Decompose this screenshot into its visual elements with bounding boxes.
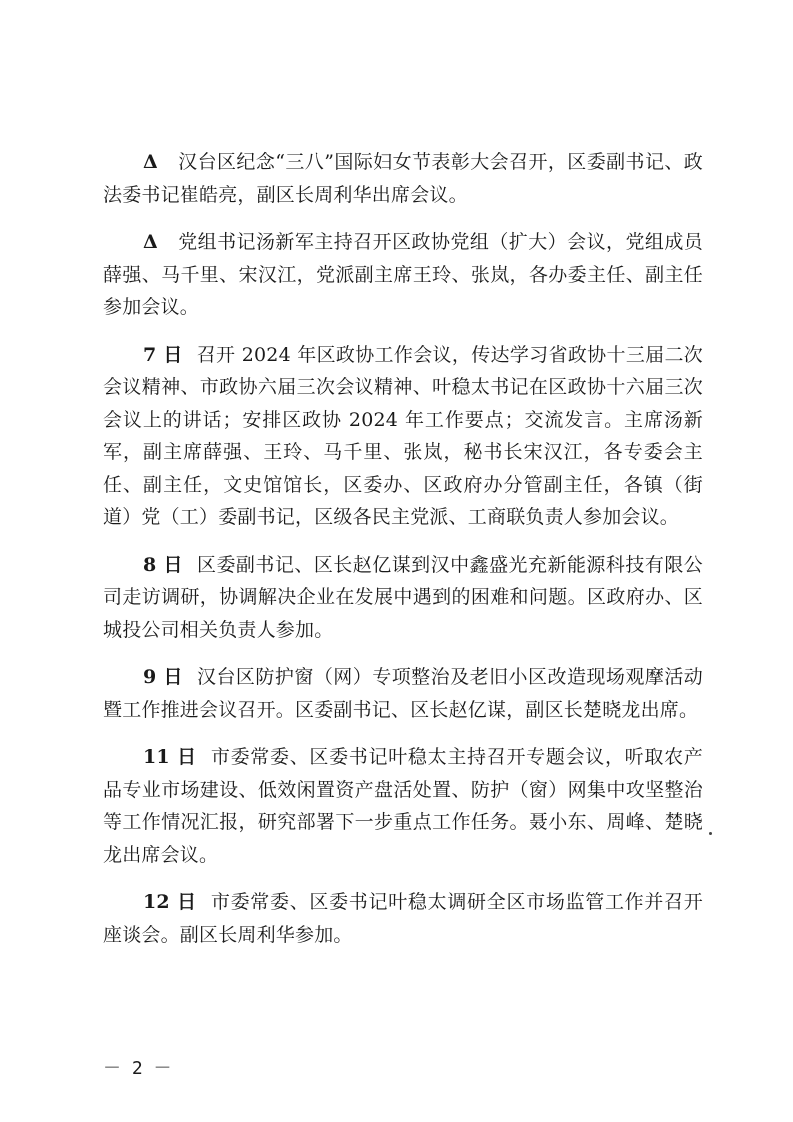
event-date: 12 日 bbox=[143, 891, 197, 913]
event-paragraph bbox=[103, 661, 703, 726]
paragraph-text: 汉台区纪念“三八”国际妇女节表彰大会召开，区委副书记、政法委书记崔皓亮，副区长周利华出席会议。 bbox=[103, 151, 703, 206]
triangle-marker: Δ bbox=[143, 231, 158, 253]
document-body bbox=[103, 146, 703, 966]
event-paragraph bbox=[103, 226, 703, 324]
event-paragraph bbox=[103, 549, 703, 647]
paragraph-text: 区委副书记、区长赵亿谋到汉中鑫盛光充新能源科技有限公司走访调研，协调解决企业在发展中遇到的困难和问题。区政府办、区城投公司相关负责人参加。 bbox=[103, 553, 704, 641]
paragraph-text: 党组书记汤新军主持召开区政协党组（扩大）会议，党组成员薛强、马千里、宋汉江，党派副主席王玲、张岚，各办委主任、副主任参加会议。 bbox=[103, 231, 703, 318]
event-paragraph bbox=[103, 741, 703, 871]
paragraph-text: 汉台区防护窗（网）专项整治及老旧小区改造现场观摩活动暨工作推进会议召开。区委副书记、区长赵亿谋，副区长楚晓龙出席。 bbox=[103, 666, 704, 721]
paragraph-text: 召开 2024 年区政协工作会议，传达学习省政协十三届二次会议精神、市政协六届三次会议精神、叶稳太书记在区政协十六届三次会议上的讲话；安排区政协 2024 年工作要点；交流发言。主席汤新军，副主席薛强、王玲、马千里、张岚，秘书长宋汉江，各专委会主任、副主任，文史馆馆长，区委办、区政府办分管副主任，各镇（街道）党（工）委副书记，区级各民主党派、工商联负责人参加会议。 bbox=[103, 343, 704, 528]
event-date: 11 日 bbox=[143, 746, 197, 768]
event-date: 9 日 bbox=[143, 666, 183, 688]
event-date: 8 日 bbox=[143, 553, 183, 576]
paragraph-text: 市委常委、区委书记叶稳太主持召开专题会议，听取农产品专业市场建设、低效闲置资产盘活处置、防护（窗）网集中攻坚整治等工作情况汇报，研究部署下一步重点工作任务。聂小东、周峰、楚晓龙出席会议。 bbox=[103, 746, 703, 866]
page-number: － 2 － bbox=[103, 1058, 172, 1079]
event-date: 7 日 bbox=[143, 343, 183, 366]
paragraph-text: 市委常委、区委书记叶稳太调研全区市场监管工作并召开座谈会。副区长周利华参加。 bbox=[103, 891, 703, 946]
event-paragraph bbox=[103, 339, 703, 534]
event-paragraph bbox=[103, 886, 703, 951]
triangle-marker: Δ bbox=[143, 151, 158, 173]
event-paragraph bbox=[103, 146, 703, 211]
scan-speck bbox=[709, 832, 712, 835]
